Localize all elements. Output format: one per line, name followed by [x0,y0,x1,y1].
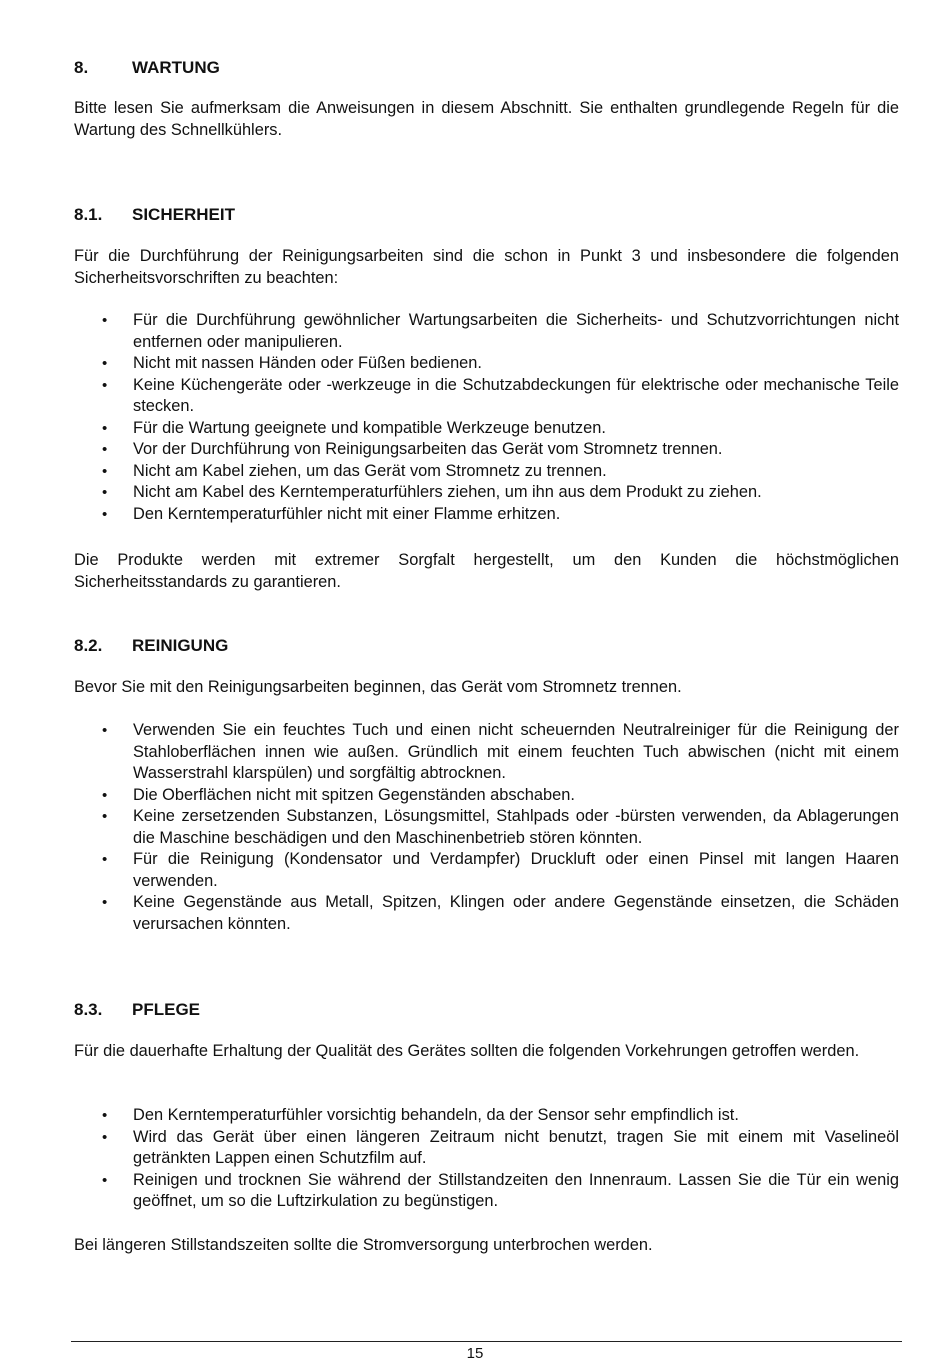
wartung-intro-paragraph: Bitte lesen Sie aufmerksam die Anweisungen in diesem Abschnitt. Sie enthalten grundlegende Regeln für die Wartung des Schnellkühlers. [74,99,899,139]
list-item [74,806,899,849]
list-item [74,892,899,935]
section-heading-sicherheit [74,204,235,226]
list-item-text: Für die Reinigung (Kondensator und Verdampfer) Druckluft oder einen Pinsel mit langen Haaren verwenden. [133,850,899,890]
sicherheit-outro-paragraph: Die Produkte werden mit extremer Sorgfalt hergestellt, um den Kunden die höchstmöglichen Sicherheitsstandards zu garantieren. [74,551,899,591]
section-number: 8.1. [74,205,103,224]
list-item-text: Nicht am Kabel ziehen, um das Gerät vom Stromnetz zu trennen. [133,461,607,480]
footer-divider [71,1341,902,1342]
section-title: PFLEGE [132,1000,201,1019]
list-item [74,375,899,418]
bullet-icon: • [102,376,108,394]
pflege-intro-paragraph: Für die dauerhafte Erhaltung der Qualität des Gerätes sollten die folgenden Vorkehrungen getroffen werden. [74,1042,860,1060]
bullet-icon: • [102,441,108,458]
section-number: 8.3. [74,1000,103,1019]
bullet-icon: • [102,484,108,501]
pflege-bullet-list [74,1105,899,1213]
bullet-icon: • [102,894,108,911]
sicherheit-intro-paragraph: Für die Durchführung der Reinigungsarbeiten sind die schon in Punkt 3 und insbesondere die folgenden Sicherheitsvorschriften zu beachten: [74,247,899,287]
list-item [74,1127,899,1170]
list-item-text: Den Kerntemperaturfühler nicht mit einer Flamme erhitzen. [133,504,561,523]
list-item-text: Vor der Durchführung von Reinigungsarbeiten das Gerät vom Stromnetz trennen. [133,440,723,458]
list-item-text: Nicht mit nassen Händen oder Füßen bedienen. [133,354,482,372]
list-item [74,418,899,440]
bullet-icon: • [102,1107,108,1124]
list-item-text: Den Kerntemperaturfühler vorsichtig behandeln, da der Sensor sehr empfindlich ist. [133,1106,739,1124]
list-item [74,310,899,353]
list-item [74,1105,899,1127]
list-item [74,1170,899,1213]
bullet-icon: • [102,312,108,329]
list-item-text: Für die Wartung geeignete und kompatible Werkzeuge benutzen. [133,418,606,437]
pflege-outro-paragraph: Bei längeren Stillstandszeiten sollte die Stromversorgung unterbrochen werden. [74,1236,653,1254]
section-heading-reinigung [74,635,228,657]
list-item-text: Wird das Gerät über einen längeren Zeitraum nicht benutzt, tragen Sie mit einem mit Vaselineöl getränkten Lappen einen Schutzfilm auf. [133,1127,899,1167]
bullet-icon: • [102,808,108,825]
list-item [74,461,899,483]
list-item-text: Keine Gegenstände aus Metall, Spitzen, Klingen oder andere Gegenstände einsetzen, die Schäden verursachen könnten. [133,893,899,933]
bullet-icon: • [102,722,108,739]
bullet-icon: • [102,851,108,868]
sicherheit-bullet-list [74,310,899,525]
list-item-text: Verwenden Sie ein feuchtes Tuch und einen nicht scheuernden Neutralreiniger für die Reinigung der Stahloberflächen innen wie außen. Gründlich mit einem feuchten Tuch abwischen (nicht mit einem Wasserstrahl klarspülen) und sorgfältig abtrocknen. [133,721,899,782]
list-item [74,849,899,892]
list-item [74,353,899,375]
section-number: 8.2. [74,636,103,655]
list-item-text: Nicht am Kabel des Kerntemperaturfühlers ziehen, um ihn aus dem Produkt zu ziehen. [133,483,762,501]
section-title: WARTUNG [132,58,220,77]
section-title: SICHERHEIT [132,205,235,224]
section-heading-wartung [74,57,220,79]
section-title: REINIGUNG [132,636,229,655]
bullet-icon: • [102,1128,108,1146]
list-item [74,439,899,461]
list-item-text: Für die Durchführung gewöhnlicher Wartungsarbeiten die Sicherheits- und Schutzvorrichtungen nicht entfernen oder manipulieren. [133,311,899,351]
reinigung-bullet-list [74,720,899,935]
section-number: 8. [74,58,89,77]
list-item-text: Keine Küchengeräte oder -werkzeuge in die Schutzabdeckungen für elektrische oder mechanische Teile stecken. [133,375,899,415]
list-item [74,720,899,785]
reinigung-intro-paragraph: Bevor Sie mit den Reinigungsarbeiten beginnen, das Gerät vom Stromnetz trennen. [74,678,682,696]
bullet-icon: • [102,419,108,437]
list-item [74,785,899,807]
section-heading-pflege [74,999,200,1021]
list-item-text: Die Oberflächen nicht mit spitzen Gegenständen abschaben. [133,785,575,804]
list-item-text: Keine zersetzenden Substanzen, Lösungsmittel, Stahlpads oder -bürsten verwenden, da Ablagerungen die Maschine beschädigen und den Maschinenbetrieb stören könnten. [133,807,899,847]
bullet-icon: • [102,1171,108,1189]
list-item-text: Reinigen und trocknen Sie während der Stillstandzeiten den Innenraum. Lassen Sie die Tür ein wenig geöffnet, um so die Luftzirkulation zu begünstigen. [133,1170,899,1210]
list-item [74,504,899,526]
page-number: 15 [466,1345,484,1362]
list-item [74,482,899,504]
bullet-icon: • [102,462,108,480]
bullet-icon: • [102,505,108,523]
bullet-icon: • [102,355,108,372]
bullet-icon: • [102,786,108,804]
